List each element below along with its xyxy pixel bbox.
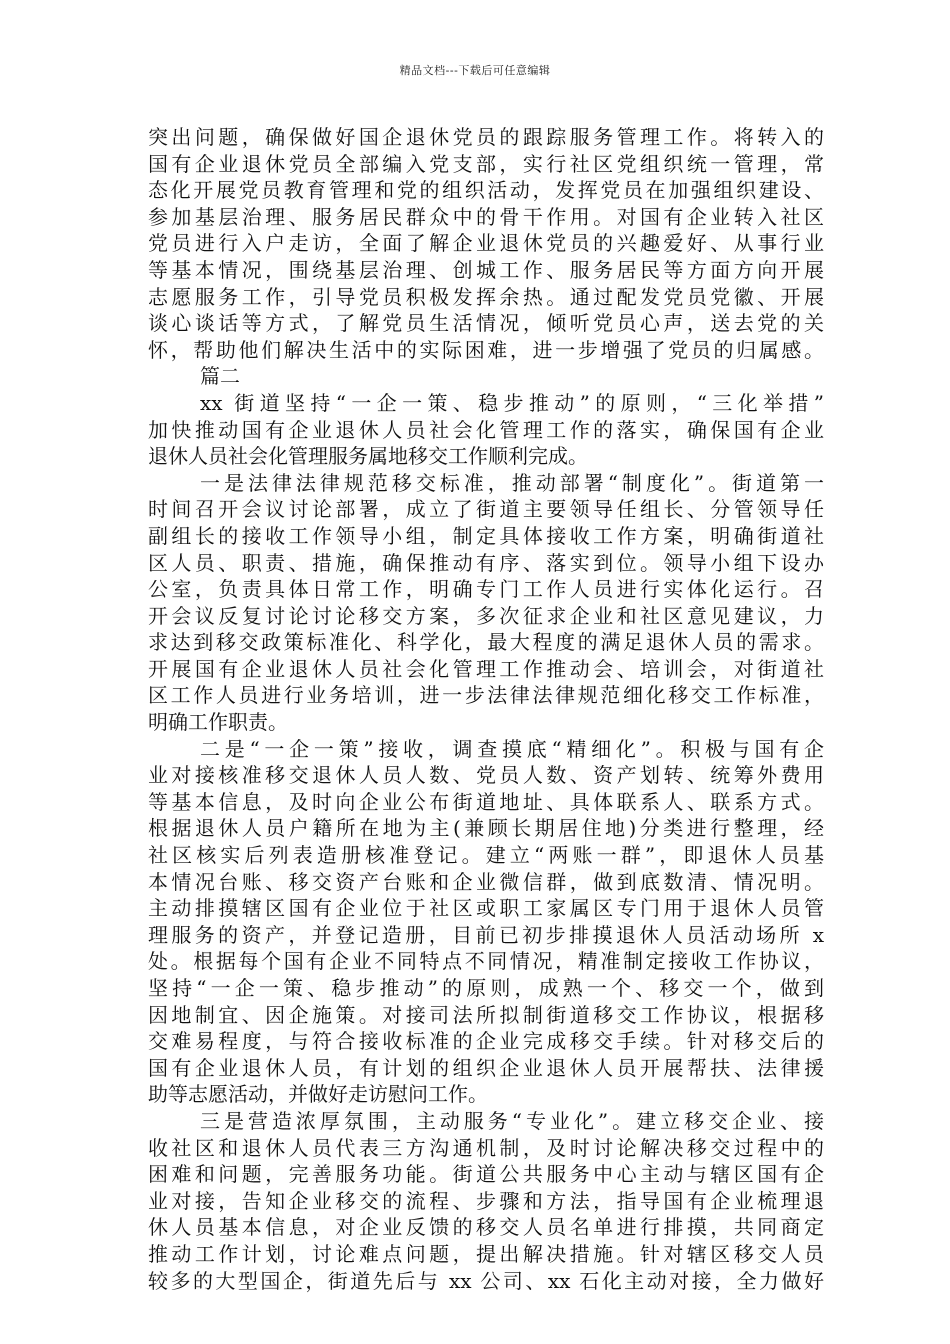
text-line: 等基本信息，及时向企业公布街道地址、具体联系人、联系方式。 bbox=[148, 789, 824, 814]
text-line: 志愿服务工作，引导党员积极发挥余热。通过配发党员党徽、开展 bbox=[148, 284, 824, 309]
text-line: 开展国有企业退休人员社会化管理工作推动会、培训会，对街道社 bbox=[148, 656, 824, 681]
text-line: 篇二 bbox=[200, 364, 240, 389]
text-line: 国有企业退休党员全部编入党支部，实行社区党组织统一管理，常 bbox=[148, 151, 824, 176]
text-line: 根据退休人员户籍所在地为主(兼顾长期居住地)分类进行整理，经 bbox=[148, 816, 824, 841]
text-line: 区人员、职责、措施，确保推动有序、落实到位。领导小组下设办 bbox=[148, 550, 824, 575]
text-line: 理服务的资产，并登记造册，目前已初步排摸退休人员活动场所 x bbox=[148, 922, 824, 947]
text-line: 业对接，告知企业移交的流程、步骤和方法，指导国有企业梳理退 bbox=[148, 1188, 824, 1213]
text-line: 助等志愿活动，并做好走访慰问工作。 bbox=[148, 1082, 488, 1107]
text-line: 交难易程度，与符合接收标准的企业完成移交手续。针对移交后的 bbox=[148, 1029, 824, 1054]
text-line: 二是“一企一策”接收，调查摸底“精细化”。积极与国有企 bbox=[200, 736, 824, 761]
text-line: 坚持“一企一策、稳步推动”的原则，成熟一个、移交一个，做到 bbox=[148, 976, 824, 1000]
text-line: 困难和问题，完善服务功能。街道公共服务中心主动与辖区国有企 bbox=[148, 1162, 824, 1187]
text-line: 处。根据每个国有企业不同特点不同情况，精准制定接收工作协议， bbox=[148, 949, 824, 974]
document-body bbox=[148, 124, 824, 1294]
text-line: 时间召开会议讨论部署，成立了街道主要领导任组长、分管领导任 bbox=[148, 497, 824, 522]
text-line: 三是营造浓厚氛围，主动服务“专业化”。建立移交企业、接 bbox=[200, 1108, 824, 1133]
text-line: 社区核实后列表造册核准登记。建立“两账一群”，即退休人员基 bbox=[148, 843, 824, 868]
text-line: 较多的大型国企，街道先后与 xx 公司、xx 石化主动对接，全力做好 bbox=[148, 1268, 824, 1293]
text-line: 求达到移交政策标准化、科学化，最大程度的满足退休人员的需求。 bbox=[148, 630, 824, 655]
text-line: 收社区和退休人员代表三方沟通机制，及时讨论解决移交过程中的 bbox=[148, 1135, 824, 1160]
text-line: 国有企业退休人员，有计划的组织企业退休人员开展帮扶、法律援 bbox=[148, 1055, 824, 1080]
text-line: xx 街道坚持“一企一策、稳步推动”的原则，“三化举措” bbox=[200, 390, 824, 415]
text-line: 公室，负责具体日常工作，明确专门工作人员进行实体化运行。召 bbox=[148, 577, 824, 602]
text-line: 谈心谈话等方式，了解党员生活情况，倾听党员心声，送去党的关 bbox=[148, 311, 824, 336]
text-line: 态化开展党员教育管理和党的组织活动，发挥党员在加强组织建设、 bbox=[148, 178, 824, 203]
text-line: 一是法律法律规范移交标准，推动部署“制度化”。街道第一 bbox=[200, 470, 824, 495]
text-line: 推动工作计划，讨论难点问题，提出解决措施。针对辖区移交人员 bbox=[148, 1241, 824, 1266]
text-line: 明确工作职责。 bbox=[148, 710, 288, 735]
text-line: 参加基层治理、服务居民群众中的骨干作用。对国有企业转入社区 bbox=[148, 204, 824, 229]
text-line: 突出问题，确保做好国企退休党员的跟踪服务管理工作。将转入的 bbox=[148, 125, 824, 149]
text-line: 主动排摸辖区国有企业位于社区或职工家属区专门用于退休人员管 bbox=[148, 896, 824, 921]
text-line: 怀，帮助他们解决生活中的实际困难，进一步增强了党员的归属感。 bbox=[148, 337, 824, 362]
text-line: 加快推动国有企业退休人员社会化管理工作的落实，确保国有企业 bbox=[148, 417, 824, 442]
text-line: 本情况台账、移交资产台账和企业微信群，做到底数清、情况明。 bbox=[148, 869, 824, 894]
text-line: 副组长的接收工作领导小组，制定具体接收工作方案，明确街道社 bbox=[148, 523, 824, 548]
text-line: 因地制宜、因企施策。对接司法所拟制街道移交工作协议，根据移 bbox=[148, 1002, 824, 1027]
text-line: 区工作人员进行业务培训，进一步法律法律规范细化移交工作标准， bbox=[148, 683, 824, 708]
text-line: 退休人员社会化管理服务属地移交工作顺利完成。 bbox=[148, 444, 588, 469]
text-line: 开会议反复讨论讨论移交方案，多次征求企业和社区意见建议，力 bbox=[148, 603, 824, 628]
text-line: 党员进行入户走访，全面了解企业退休党员的兴趣爱好、从事行业 bbox=[148, 231, 824, 256]
text-line: 休人员基本信息，对企业反馈的移交人员名单进行排摸，共同商定 bbox=[148, 1215, 824, 1240]
text-line: 等基本情况，围绕基层治理、创城工作、服务居民等方面方向开展 bbox=[148, 257, 824, 282]
page-header: 精品文档---下载后可任意编辑 bbox=[399, 64, 551, 77]
text-line: 业对接核准移交退休人员人数、党员人数、资产划转、统筹外费用 bbox=[148, 763, 824, 788]
